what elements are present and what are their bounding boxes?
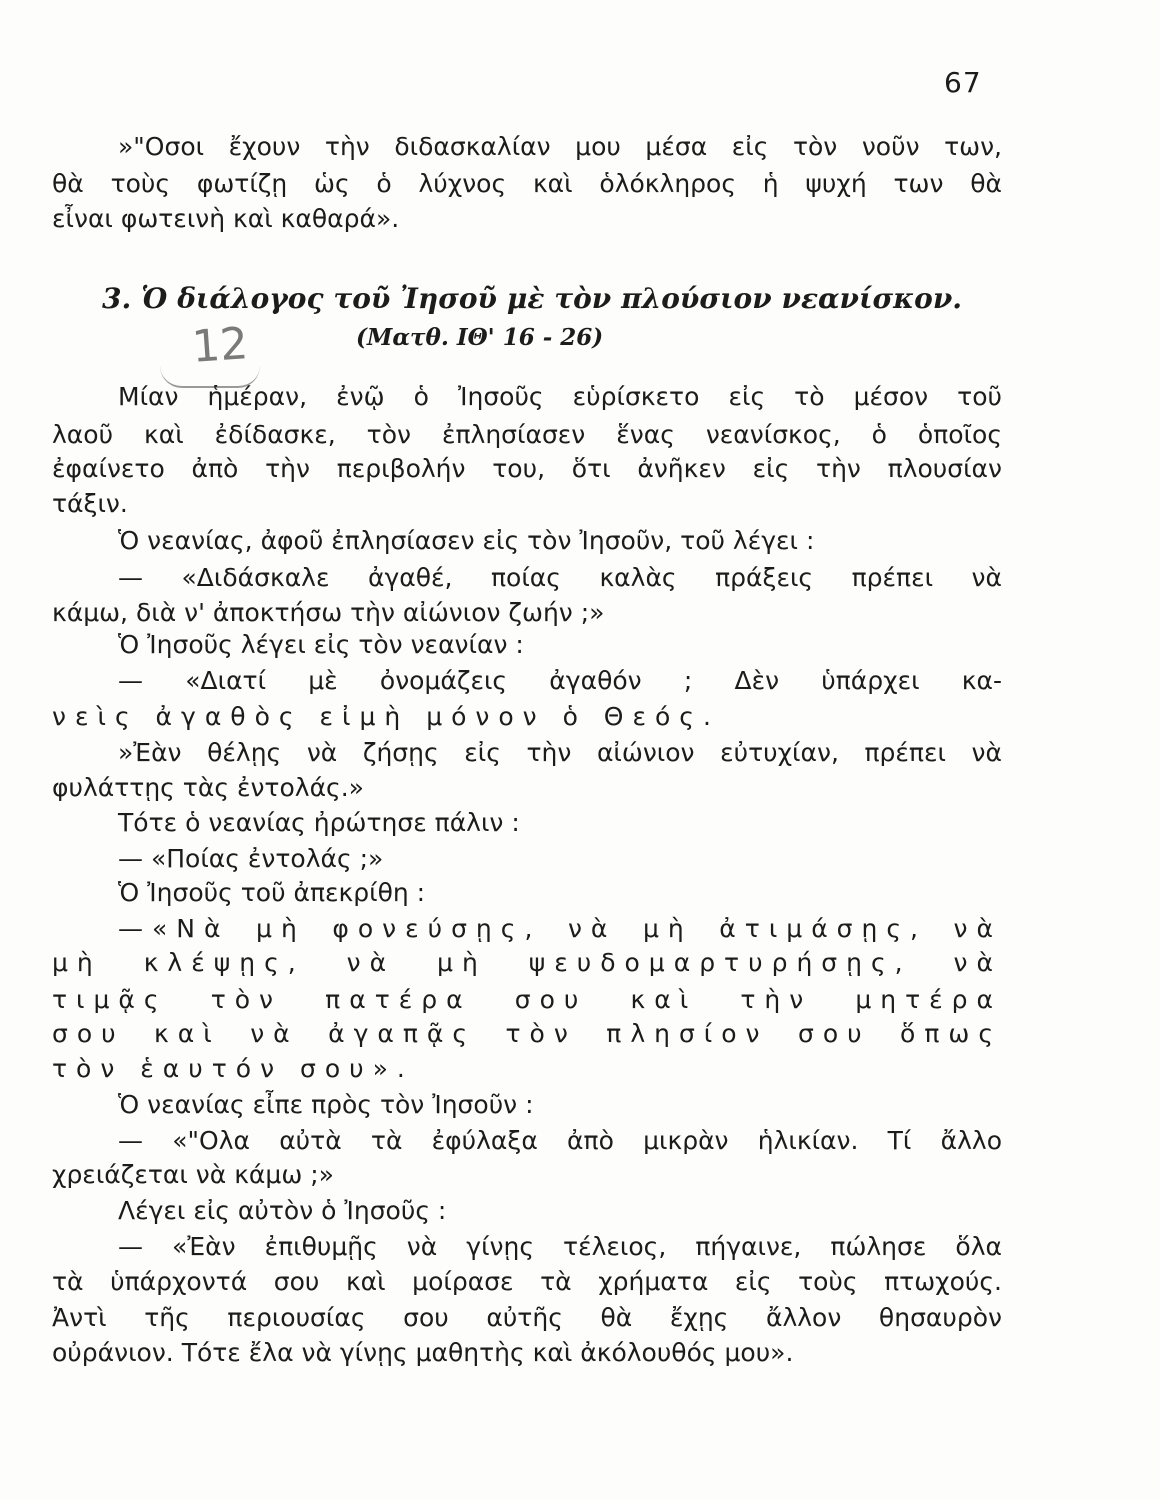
body-line: λαοῦ καὶ ἐδίδασκε, τὸν ἐπλησίασεν ἕνας νεανίσκος, ὁ ὁποῖος: [52, 420, 1002, 449]
body-line: — «Διδάσκαλε ἀγαθέ, ποίας καλὰς πράξεις πρέπει νὰ: [118, 563, 1002, 592]
body-line: »Ἐὰν θέλῃς νὰ ζήσῃς εἰς τὴν αἰώνιον εὐτυχίαν, πρέπει νὰ: [118, 738, 1002, 767]
body-line: Ὁ Ἰησοῦς λέγει εἰς τὸν νεανίαν :: [118, 630, 524, 659]
body-line: φυλάττῃς τὰς ἐντολάς.»: [52, 773, 364, 802]
section-reference: (Ματθ. ΙΘ' 16 - 26): [356, 324, 604, 351]
intro-line: »"Οσοι ἔχουν τὴν διδασκαλίαν μου μέσα εἰς τὸν νοῦν των,: [118, 132, 1002, 161]
body-line: Ἀντὶ τῆς περιουσίας σου αὐτῆς θὰ ἔχῃς ἄλλον θησαυρὸν: [52, 1303, 1002, 1332]
body-line: — «Ποίας ἐντολάς ;»: [118, 844, 384, 873]
body-line: — «"Ολα αὐτὰ τὰ ἐφύλαξα ἀπὸ μικρὰν ἡλικίαν. Τί ἄλλο: [118, 1126, 1002, 1155]
body-line: τιμᾷς τὸν πατέρα σου καὶ τὴν μητέρα: [52, 985, 1002, 1014]
body-line: χρειάζεται νὰ κάμω ;»: [52, 1160, 334, 1189]
body-line: σου καὶ νὰ ἀγαπᾷς τὸν πλησίον σου ὅπως: [52, 1019, 1002, 1048]
body-line: νεὶς ἀγαθὸς εἰμὴ μόνον ὁ Θεός.: [52, 702, 720, 731]
body-line: τάξιν.: [52, 489, 128, 518]
body-line: κάμω, διὰ ν' ἀποκτήσω τὴν αἰώνιον ζωήν ;»: [52, 598, 605, 627]
body-line: Λέγει εἰς αὐτὸν ὁ Ἰησοῦς :: [118, 1196, 447, 1225]
body-line: Μίαν ἡμέραν, ἐνῷ ὁ Ἰησοῦς εὑρίσκετο εἰς τὸ μέσον τοῦ: [118, 382, 1002, 411]
body-line: — «Διατί μὲ ὀνομάζεις ἀγαθόν ; Δὲν ὑπάρχει κα-: [118, 666, 1002, 695]
body-line: Ὁ νεανίας εἶπε πρὸς τὸν Ἰησοῦν :: [118, 1090, 534, 1119]
body-line: Ὁ νεανίας, ἀφοῦ ἐπλησίασεν εἰς τὸν Ἰησοῦν, τοῦ λέγει :: [118, 526, 815, 555]
intro-line: θὰ τοὺς φωτίζῃ ὡς ὁ λύχνος καὶ ὁλόκληρος ἡ ψυχή των θὰ: [52, 169, 1002, 198]
body-line: μὴ κλέψῃς, νὰ μὴ ψευδομαρτυρήσῃς, νὰ: [52, 948, 1002, 977]
body-line: Ὁ Ἰησοῦς τοῦ ἀπεκρίθη :: [118, 878, 426, 907]
page-number: 67: [944, 66, 982, 99]
body-line: οὐράνιον. Τότε ἔλα νὰ γίνῃς μαθητὴς καὶ ἀκόλουθός μου».: [52, 1338, 794, 1367]
body-line: ἐφαίνετο ἀπὸ τὴν περιβολήν του, ὅτι ἀνῆκεν εἰς τὴν πλουσίαν: [52, 454, 1002, 483]
body-line: τὰ ὑπάρχοντά σου καὶ μοίρασε τὰ χρήματα εἰς τοὺς πτωχούς.: [52, 1267, 1002, 1296]
body-line: — «Ἐὰν ἐπιθυμῇς νὰ γίνῃς τέλειος, πήγαινε, πώλησε ὅλα: [118, 1232, 1002, 1261]
body-line: —«Νὰ μὴ φονεύσῃς, νὰ μὴ ἀτιμάσῃς, νὰ: [118, 914, 1002, 943]
handwritten-note: 12: [190, 318, 250, 373]
intro-line: εἶναι φωτεινὴ καὶ καθαρά».: [52, 204, 400, 233]
body-line: Τότε ὁ νεανίας ἠρώτησε πάλιν :: [118, 808, 520, 837]
section-heading: 3. Ὁ διάλογος τοῦ Ἰησοῦ μὲ τὸν πλούσιον νεανίσκον.: [102, 282, 962, 315]
body-line: τὸν ἑαυτόν σου».: [52, 1054, 414, 1083]
